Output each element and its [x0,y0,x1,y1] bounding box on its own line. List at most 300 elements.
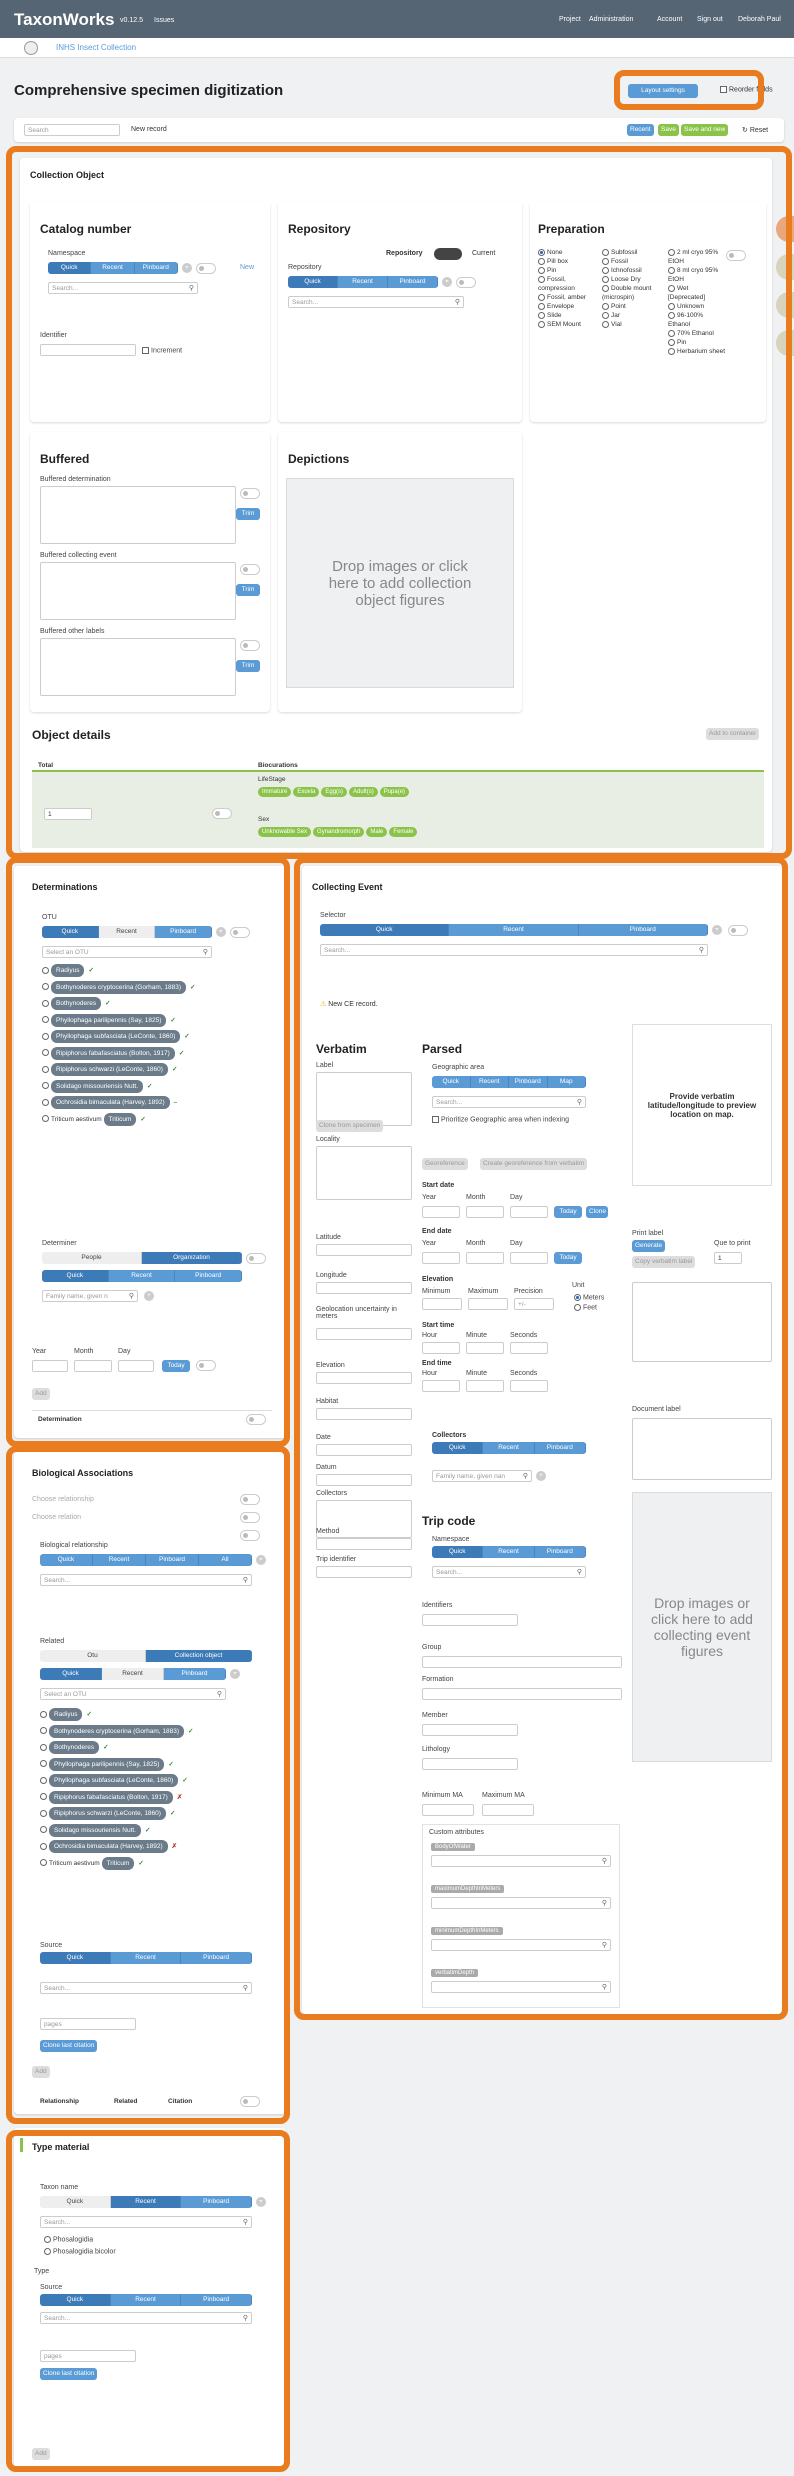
radio-icon[interactable] [42,1016,49,1023]
lock-toggle[interactable] [212,808,232,819]
prep-option[interactable]: Fossil [602,257,664,266]
trim-button[interactable]: Trim [236,508,260,520]
pages-input[interactable]: pages [40,2350,136,2362]
end-seconds-input[interactable] [510,1380,548,1392]
copy-verbatim-button[interactable]: Copy verbatim label [632,1256,695,1268]
repository-switch[interactable] [434,248,462,260]
list-item[interactable] [42,981,252,994]
radio-icon[interactable] [668,330,675,337]
list-item[interactable] [40,1840,270,1853]
object-details-table [32,758,764,848]
verbatim-field-input[interactable] [316,1244,412,1256]
verbatim-field-input[interactable] [316,1444,412,1456]
radio-icon[interactable] [668,339,675,346]
min-ma-label: Minimum MA [422,1792,463,1799]
prioritize-checkbox[interactable]: Prioritize Geographic area when indexing [432,1116,569,1123]
sex-buttons[interactable] [258,826,419,837]
version: v0.12.5 [120,17,143,24]
current-label: Current [472,250,496,257]
ce-depictions-dropzone[interactable]: Drop images or click here to add collecting event figures [632,1492,772,1762]
end-minute-input[interactable] [466,1380,504,1392]
prep-option[interactable]: 2 ml cryo 95% EtOH [668,249,719,265]
sex-button[interactable]: Female [389,827,417,837]
namespace-search[interactable]: Search... ⚲ [48,282,198,294]
source-tabs[interactable]: Quick Recent Pinboard [40,1952,252,1964]
radio-icon[interactable] [602,303,609,310]
identifier-label: Identifier [40,332,67,339]
otu-pill: Bothynoderes cryptocerina (Gorham, 1883) [49,1725,184,1738]
unit-feet-radio[interactable]: Feet [574,1304,597,1311]
radio-icon[interactable] [538,249,545,256]
taxon-option-1[interactable]: Phosalogidia [44,2236,93,2243]
list-item[interactable] [40,1741,270,1754]
radio-icon[interactable] [668,348,675,355]
lock-toggle[interactable] [240,1512,260,1523]
clone-last-citation-button[interactable]: Clone last citation [40,2368,97,2380]
min-ma-input[interactable] [422,1804,474,1816]
clone-last-citation-button[interactable]: Clone last citation [40,2040,97,2052]
start-month-input[interactable] [466,1206,504,1218]
verbatim-field-input[interactable] [316,1408,412,1420]
end-today-button[interactable]: Today [554,1252,582,1264]
trip-field-input[interactable] [422,1614,518,1626]
document-label-label: Document label [632,1406,681,1413]
radio-icon[interactable] [40,1826,47,1833]
logo[interactable]: TaxonWorks [14,10,115,29]
status-icon: ✓ [169,1810,176,1817]
pin-icon[interactable]: ⌖ [442,277,452,287]
otu-pill: Ripiphorus fabafasciatus (Bolton, 1917) [49,1791,173,1804]
status-icon: ✓ [140,1115,146,1123]
start-time-label: Start time [422,1322,455,1329]
list-item[interactable] [40,1725,270,1738]
otu-pill: Phyllophaga parilipennis (Say, 1825) [51,1014,166,1027]
prep-option[interactable]: 8 ml cryo 95% EtOH [668,267,719,283]
collectors-tabs[interactable]: Quick Recent Pinboard [432,1442,586,1454]
radio-icon[interactable] [538,321,545,328]
otu-pill: Ripiphorus schwarzi (LeConte, 1860) [49,1807,166,1820]
elevation-min-input[interactable] [422,1298,462,1310]
biological-associations-panel [14,1452,286,2114]
sex-button[interactable]: Gynandromorph [313,827,364,837]
repository-tabs[interactable]: Quick Recent Pinboard [288,276,438,288]
verbatim-title: Verbatim [316,1042,367,1056]
start-seconds-input[interactable] [510,1342,548,1354]
radio-icon[interactable] [538,294,545,301]
bio-rel-search[interactable]: Search... ⚲ [40,1574,252,1586]
nav-project[interactable]: Project [559,16,581,23]
layout-settings-button[interactable]: Layout settings [628,84,698,98]
radio-icon[interactable] [602,267,609,274]
lock-toggle[interactable] [246,1253,266,1264]
verbatim-field-input[interactable] [316,1566,412,1578]
unit-meters-radio[interactable]: Meters [574,1294,604,1301]
ce-search[interactable]: Search... ⚲ [320,944,708,956]
taxon-option-2[interactable]: Phosalogidia bicolor [44,2248,116,2255]
radio-icon[interactable] [602,258,609,265]
prep-option[interactable]: Envelope [538,302,598,311]
new-namespace-link[interactable]: New [240,264,255,271]
list-item[interactable] [42,997,252,1010]
que-to-print-input[interactable]: 1 [714,1252,742,1264]
prep-option[interactable]: Ichnofossil [602,266,664,275]
prep-option[interactable]: Vial [602,320,664,329]
trip-namespace-label: Namespace [432,1536,470,1543]
custom-attributes-label: Custom attributes [429,1829,484,1836]
radio-icon[interactable] [42,1115,49,1122]
lock-toggle[interactable] [230,927,250,938]
object-details-title: Object details [32,728,111,742]
geo-area-search[interactable]: Search... ⚲ [432,1096,586,1108]
trip-tabs[interactable]: Quick Recent Pinboard [432,1546,586,1558]
prep-col-3[interactable] [668,248,726,356]
nav-administration[interactable]: Administration [589,16,634,23]
radio-icon[interactable] [538,258,545,265]
attribute-input[interactable] [431,1855,611,1867]
lock-toggle[interactable] [240,2096,260,2107]
lock-toggle[interactable] [240,564,260,575]
verbatim-field-label: Collectors [316,1490,348,1497]
prep-option[interactable]: Point [602,302,664,311]
trip-field-input[interactable] [422,1758,518,1770]
buffered-determination-textarea[interactable] [40,486,236,544]
search-input[interactable]: Search [24,124,120,136]
add-button[interactable]: Add [32,1388,50,1400]
radio-icon[interactable] [42,1066,49,1073]
prep-option[interactable]: Double mount (microspin) [602,285,652,301]
prep-col-2[interactable] [602,248,664,329]
trip-field-input[interactable] [422,1656,622,1668]
recent-button[interactable]: Recent [627,124,654,136]
bio-rel-tabs[interactable]: Quick Recent Pinboard All [40,1554,252,1566]
lock-toggle[interactable] [240,640,260,651]
attribute-input[interactable] [431,1939,611,1951]
trip-search[interactable]: Search... ⚲ [432,1566,586,1578]
project-link[interactable]: INHS Insect Collection [56,43,137,52]
determination-header: Determination [38,1416,82,1423]
attribute-input[interactable] [431,1897,611,1909]
add-collector-icon[interactable]: + [536,1471,546,1481]
increment-checkbox[interactable]: Increment [142,347,182,354]
lock-toggle[interactable] [456,277,476,288]
collectors-search[interactable]: Family name, given nan ⚲ [432,1470,532,1482]
verbatim-field-input[interactable] [316,1282,412,1294]
determiner-type-tabs[interactable]: People Organization [42,1252,242,1264]
selector-label: Selector [320,912,346,919]
list-item[interactable] [42,1096,252,1109]
month-label: Month [74,1348,94,1355]
prep-option[interactable]: Subfossil [602,248,664,257]
radio-icon[interactable] [40,1843,47,1850]
list-item[interactable] [42,964,252,977]
month-input[interactable] [74,1360,112,1372]
determiner-search[interactable]: Family name, given n ⚲ [42,1290,138,1302]
prep-option[interactable]: SEM Mount [538,320,598,329]
prep-option[interactable]: Slide [538,311,598,320]
add-button[interactable]: Add [32,2448,50,2460]
taxon-search[interactable]: Search... ⚲ [40,2216,252,2228]
verbatim-field-label: Elevation [316,1362,345,1369]
source-search[interactable]: Search... ⚲ [40,1982,252,1994]
radio-icon[interactable] [42,1033,49,1040]
buffered-card [30,432,270,712]
document-label-textarea[interactable] [632,1418,772,1480]
verbatim-field-label: Locality [316,1136,340,1143]
sex-button[interactable]: Male [366,827,387,837]
radio-icon[interactable] [40,1711,47,1718]
lock-toggle[interactable] [196,263,216,274]
related-type-tabs[interactable]: Otu Collection object [40,1650,252,1662]
create-georeference-button[interactable]: Create georeference from verbatim [480,1158,587,1170]
identifier-input[interactable] [40,344,136,356]
radio-icon[interactable] [40,1744,47,1751]
lock-toggle[interactable] [196,1360,216,1371]
add-person-icon[interactable]: + [144,1291,154,1301]
list-item[interactable] [40,1758,270,1771]
reorder-fields-checkbox[interactable]: Reorder fields [720,86,773,93]
lifestage-button[interactable]: Egg(s) [321,787,347,797]
prep-option[interactable]: 96-100% Ethanol [668,312,704,328]
radio-icon[interactable] [42,1049,49,1056]
lock-toggle[interactable] [240,1530,260,1541]
nav-user[interactable]: Deborah Paul [738,16,781,23]
radio-icon[interactable] [42,1099,49,1106]
list-item[interactable] [42,1030,252,1043]
end-year-input[interactable] [422,1252,460,1264]
radio-icon[interactable] [40,1777,47,1784]
save-and-new-button[interactable]: Save and new [681,124,728,136]
clone-from-specimen-button[interactable]: Clone from specimen [316,1120,383,1132]
related-tabs[interactable]: Quick Recent Pinboard [40,1668,226,1680]
prep-option[interactable]: Wet [Deprecated] [668,285,706,301]
prep-option[interactable]: Herbarium sheet [668,347,726,356]
radio-icon[interactable] [40,1760,47,1767]
depictions-dropzone[interactable]: Drop images or click here to add collection object figures [286,478,514,688]
verbatim-field-input[interactable] [316,1328,412,1340]
radio-icon[interactable] [40,1859,47,1866]
list-item[interactable] [40,1807,270,1820]
radio-icon[interactable] [668,312,675,319]
side-tab-4[interactable] [776,330,794,356]
prep-option[interactable]: Pill box [538,257,598,266]
lock-toggle[interactable] [240,1494,260,1505]
start-minute-input[interactable] [466,1342,504,1354]
verbatim-field-input[interactable] [316,1538,412,1550]
prep-col-1[interactable] [538,248,598,329]
prep-option[interactable]: None [538,248,598,257]
radio-icon[interactable] [42,1082,49,1089]
list-item[interactable]: Triticum aestivum Triticum ✓ [42,1113,252,1126]
pin-icon[interactable]: ⌖ [256,2197,266,2207]
today-button[interactable]: Today [162,1360,190,1372]
nav-account[interactable]: Account [657,16,683,23]
list-item[interactable] [40,1708,270,1721]
issues-link[interactable]: Issues [154,17,175,24]
depictions-title: Depictions [288,452,350,466]
print-label-textarea[interactable] [632,1282,772,1362]
geo-area-tabs[interactable]: Quick Recent Pinboard Map [432,1076,586,1088]
max-ma-input[interactable] [482,1804,534,1816]
pin-icon[interactable]: ⌖ [256,1555,266,1565]
buffered-other-textarea[interactable] [40,638,236,696]
pin-icon[interactable]: ⌖ [230,1669,240,1679]
side-tab-2[interactable] [776,254,794,280]
related-search[interactable]: Select an OTU ⚲ [40,1688,226,1700]
determiner-tabs[interactable]: Quick Recent Pinboard [42,1270,242,1282]
prep-option[interactable]: 70% Ethanol [668,329,726,338]
lifestage-button[interactable]: Adult(s) [349,787,378,797]
list-item[interactable] [42,1047,252,1060]
verbatim-field-label: Datum [316,1464,337,1471]
day-input[interactable] [118,1360,154,1372]
verbatim-field-label: Trip identifier [316,1556,357,1563]
start-today-button[interactable]: Today [554,1206,582,1218]
radio-icon[interactable] [42,1000,49,1007]
georeference-button[interactable]: Georeference [422,1158,468,1170]
end-hour-input[interactable] [422,1380,460,1392]
radio-icon[interactable] [668,303,675,310]
start-year-input[interactable] [422,1206,460,1218]
biological-title: Biological Associations [32,1468,134,1478]
status-icon: ✓ [145,1826,151,1834]
radio-icon[interactable] [538,267,545,274]
verbatim-field-input[interactable] [316,1372,412,1384]
attribute-input[interactable] [431,1981,611,1993]
prep-option[interactable]: Pin [668,338,726,347]
buffered-title: Buffered [40,452,90,466]
pin-icon[interactable]: ⌖ [712,925,722,935]
lock-toggle[interactable] [240,488,260,499]
list-item[interactable]: Triticum aestivum Triticum ✓ [40,1857,270,1870]
add-to-container-button[interactable]: Add to container [706,728,759,740]
lock-toggle[interactable] [246,1414,266,1425]
status-icon: ✓ [138,1859,144,1867]
lock-toggle[interactable] [726,250,746,261]
list-item[interactable] [40,1824,270,1837]
radio-icon[interactable] [602,276,609,283]
radio-icon[interactable] [602,249,609,256]
selector-tabs[interactable]: Quick Recent Pinboard [320,924,708,936]
taxon-tabs[interactable]: Quick Recent Pinboard [40,2196,252,2208]
reset-button[interactable]: ↻ Reset [742,127,769,134]
list-item[interactable] [42,1063,252,1076]
otu-search[interactable]: Select an OTU ⚲ [42,946,212,958]
clone-date-button[interactable]: Clone [586,1206,608,1218]
verbatim-field-input[interactable] [316,1146,412,1200]
radio-icon[interactable] [668,285,675,292]
choose-relationship[interactable]: Choose relationship [32,1496,94,1503]
trim-button[interactable]: Trim [236,660,260,672]
buffered-ce-label: Buffered collecting event [40,552,117,559]
prep-option[interactable]: Unknown [668,302,726,311]
total-input[interactable]: 1 [44,808,92,820]
prep-option[interactable]: Pin [538,266,598,275]
trip-field-input[interactable] [422,1724,518,1736]
elevation-precision-input[interactable]: +/- [514,1298,554,1310]
radio-icon[interactable] [668,267,675,274]
source-tabs[interactable]: Quick Recent Pinboard [40,2294,252,2306]
end-month-input[interactable] [466,1252,504,1264]
radio-icon[interactable] [40,1727,47,1734]
radio-icon[interactable] [538,276,545,283]
print-label-label: Print label [632,1230,664,1237]
prep-option[interactable]: Jar [602,311,664,320]
prep-option[interactable]: Loose Dry [602,275,664,284]
radio-icon[interactable] [42,967,49,974]
lifestage-button[interactable]: Exuvia [293,787,319,797]
list-item[interactable] [40,1791,270,1804]
verbatim-field-input[interactable] [316,1072,412,1126]
lifestage-buttons[interactable] [258,786,411,797]
end-day-input[interactable] [510,1252,548,1264]
list-item[interactable] [40,1774,270,1787]
sex-button[interactable]: Unknowable Sex [258,827,311,837]
list-item[interactable] [42,1014,252,1027]
radio-icon[interactable] [538,303,545,310]
source-search[interactable]: Search... ⚲ [40,2312,252,2324]
buffered-determination-label: Buffered determination [40,476,111,483]
lifestage-button[interactable]: Pupa(e) [380,787,409,797]
repository-search[interactable]: Search... ⚲ [288,296,464,308]
day-label: Day [118,1348,131,1355]
verbatim-field-input[interactable] [316,1474,412,1486]
status-icon: ✓ [182,1777,188,1784]
lock-toggle[interactable] [728,925,748,936]
side-tab-1[interactable] [776,216,794,242]
type-material-title: Type material [32,2142,90,2152]
verbatim-field-label: Date [316,1434,331,1441]
pin-icon[interactable]: ⌖ [216,927,226,937]
taxon-name-label: Taxon name [40,2184,79,2191]
radio-icon[interactable] [602,321,609,328]
lifestage-button[interactable]: Immature [258,787,291,797]
radio-icon[interactable] [42,983,49,990]
list-item[interactable] [42,1080,252,1093]
otu-pill: Phyllophaga parilipennis (Say, 1825) [49,1758,164,1771]
nav-sign-out[interactable]: Sign out [697,16,723,23]
pages-input[interactable]: pages [40,2018,136,2030]
catalog-number-card [30,202,270,422]
search-icon: ⚲ [601,1942,607,1949]
radio-icon[interactable] [40,1793,47,1800]
start-day-input[interactable] [510,1206,548,1218]
pin-icon[interactable]: ⌖ [182,263,192,273]
year-input[interactable] [32,1360,68,1372]
generate-button[interactable]: Generate [632,1240,665,1252]
side-tab-3[interactable] [776,292,794,318]
radio-icon[interactable] [602,312,609,319]
buffered-ce-textarea[interactable] [40,562,236,620]
trim-button[interactable]: Trim [236,584,260,596]
otu-tabs[interactable]: Quick Recent Pinboard [42,926,212,938]
namespace-tabs[interactable]: Quick Recent Pinboard [48,262,178,274]
search-icon: ⚲ [601,1858,607,1865]
radio-icon[interactable] [40,1810,47,1817]
add-button[interactable]: Add [32,2066,50,2078]
elevation-max-input[interactable] [468,1298,508,1310]
prep-option[interactable]: Fossil, compression [538,276,575,292]
trip-field-input[interactable] [422,1688,622,1700]
search-icon: ⚲ [601,1900,607,1907]
save-button[interactable]: Save [658,124,679,136]
start-hour-input[interactable] [422,1342,460,1354]
total-header: Total [38,762,54,769]
choose-relation[interactable]: Choose relation [32,1514,82,1521]
radio-icon[interactable] [668,249,675,256]
radio-icon[interactable] [602,285,609,292]
radio-icon[interactable] [538,312,545,319]
prep-option[interactable]: Fossil, amber [538,293,598,302]
